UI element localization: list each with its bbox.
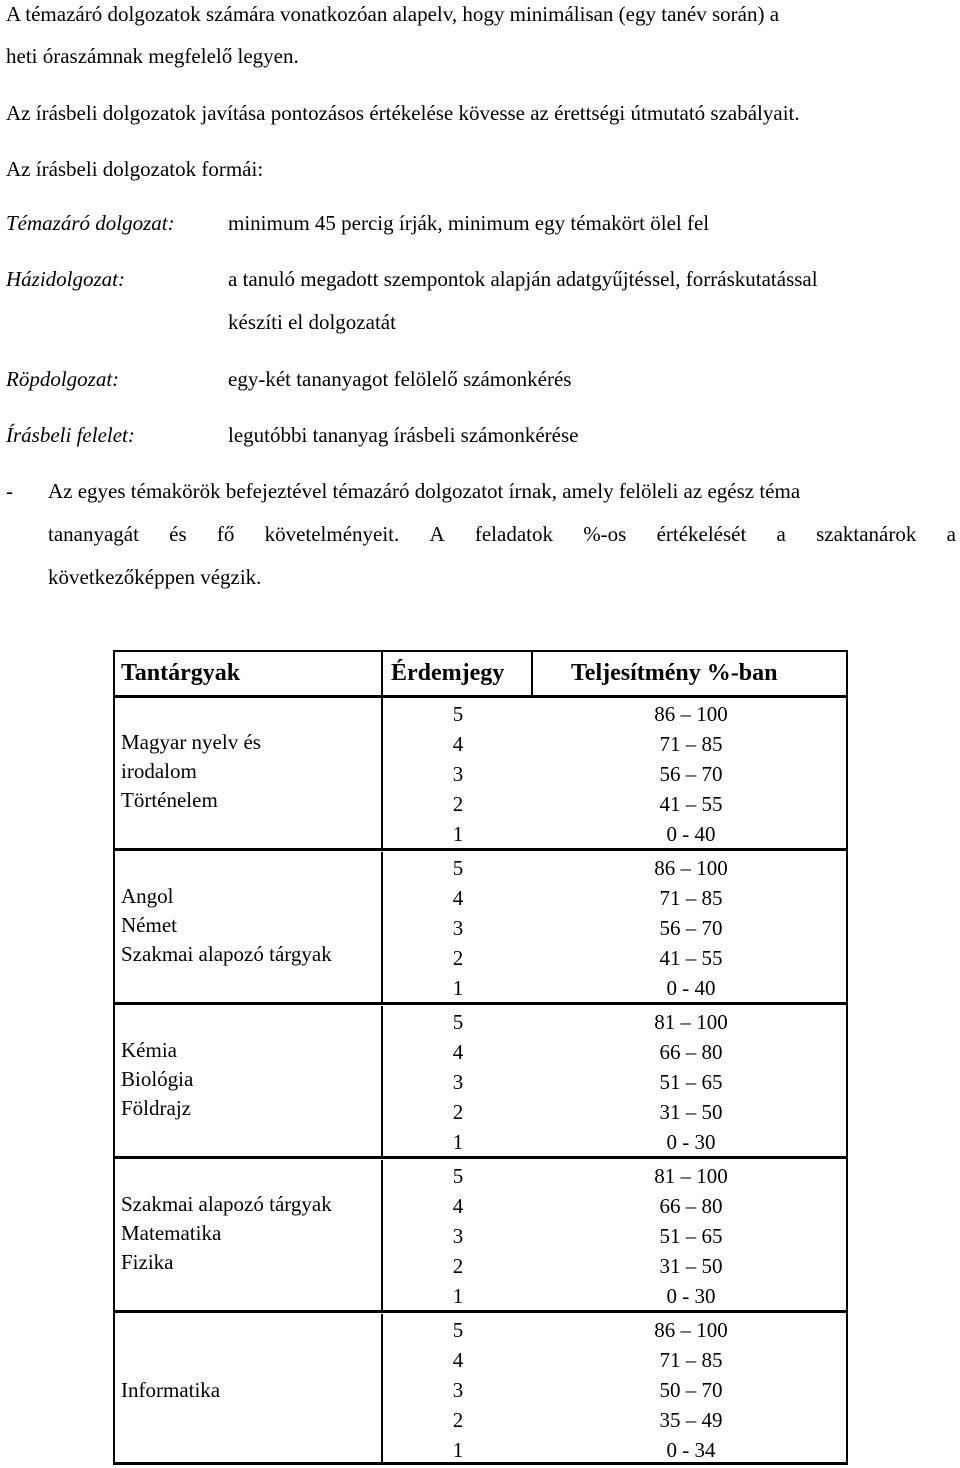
range-cell: 56 – 70: [659, 916, 723, 940]
grade-cell: 1: [452, 976, 464, 1000]
table-row: [113, 1191, 848, 1221]
form-label-hazidolgozat: Házidolgozat:: [6, 267, 126, 291]
table-row: [113, 1435, 848, 1465]
range-cell: 51 – 65: [659, 1070, 723, 1094]
bullet-dash: -: [6, 479, 13, 503]
subject-label: Magyar nyelv és: [121, 730, 261, 754]
bullet-line-2-word: %-os: [583, 522, 627, 546]
subject-label: Német: [121, 913, 177, 937]
table-row: [113, 943, 848, 973]
form-desc-hazidolgozat-1: a tanuló megadott szempontok alapján adatgyűjtéssel, forráskutatással: [228, 267, 818, 291]
intro-line-3: Az írásbeli dolgozatok javítása pontozásos értékelése kövesse az érettségi útmutató szabályait.: [6, 101, 800, 125]
table-row: [113, 1067, 848, 1097]
bullet-line-2-word: követelményeit.: [264, 522, 400, 546]
header-grade: Érdemjegy: [391, 660, 505, 686]
bullet-line-2: [48, 521, 956, 547]
grade-cell: 4: [452, 732, 464, 756]
table-row: [113, 789, 848, 819]
range-cell: 66 – 80: [659, 1194, 723, 1218]
table-row: [113, 1127, 848, 1157]
grade-cell: 5: [452, 1010, 464, 1034]
bullet-line-2-word: szaktanárok: [816, 522, 917, 546]
range-cell: 0 - 40: [666, 822, 716, 846]
grade-cell: 3: [452, 1224, 464, 1248]
grade-cell: 5: [452, 702, 464, 726]
form-desc-irasbeli-felelet: legutóbbi tananyag írásbeli számonkérése: [228, 423, 579, 447]
table-row: [113, 1221, 848, 1251]
grade-cell: 4: [452, 1348, 464, 1372]
subject-label: Történelem: [121, 788, 218, 812]
table-row: [113, 1375, 848, 1405]
subject-label: irodalom: [121, 759, 197, 783]
intro-line-4: Az írásbeli dolgozatok formái:: [6, 157, 264, 181]
form-label-irasbeli-felelet: Írásbeli felelet:: [6, 423, 135, 447]
grade-cell: 3: [452, 762, 464, 786]
range-cell: 71 – 85: [659, 886, 723, 910]
form-desc-ropdolgozat: egy-két tananyagot felölelő számonkérés: [228, 367, 572, 391]
grade-cell: 1: [452, 822, 464, 846]
grade-cell: 2: [452, 1408, 464, 1432]
grade-cell: 3: [452, 1378, 464, 1402]
subject-label: Szakmai alapozó tárgyak: [121, 942, 332, 966]
subject-label: Fizika: [121, 1250, 174, 1274]
bullet-line-2-word: feladatok: [474, 522, 553, 546]
table-row: [113, 1251, 848, 1281]
bullet-line-2-word: a: [776, 522, 786, 546]
subject-label: Szakmai alapozó tárgyak: [121, 1192, 332, 1216]
bullet-line-2-word: tananyagát: [48, 522, 139, 546]
bullet-line-2-word: fő: [216, 522, 235, 546]
range-cell: 0 - 30: [666, 1130, 716, 1154]
table-row: [113, 973, 848, 1003]
grading-table: [113, 650, 848, 1465]
table-row: [113, 1315, 848, 1345]
grade-cell: 4: [452, 1194, 464, 1218]
form-desc-hazidolgozat-2: készíti el dolgozatát: [228, 310, 396, 334]
range-cell: 0 - 30: [666, 1284, 716, 1308]
grade-cell: 1: [452, 1130, 464, 1154]
grade-cell: 4: [452, 886, 464, 910]
grade-cell: 3: [452, 1070, 464, 1094]
form-label-temazaro: Témazáró dolgozat:: [6, 211, 175, 235]
range-cell: 50 – 70: [659, 1378, 723, 1402]
table-row: [113, 759, 848, 789]
table-header-divider-1: [381, 650, 383, 698]
subject-label: Matematika: [121, 1221, 222, 1245]
range-cell: 86 – 100: [654, 1318, 728, 1342]
grade-cell: 2: [452, 792, 464, 816]
range-cell: 71 – 85: [659, 1348, 723, 1372]
grade-cell: 2: [452, 946, 464, 970]
range-cell: 0 - 34: [666, 1438, 716, 1462]
grade-cell: 5: [452, 1164, 464, 1188]
range-cell: 71 – 85: [659, 732, 723, 756]
table-header-divider-2: [531, 650, 533, 698]
table-row: [113, 1097, 848, 1127]
range-cell: 41 – 55: [659, 946, 723, 970]
subject-label: Informatika: [121, 1378, 221, 1402]
range-cell: 0 - 40: [666, 976, 716, 1000]
range-cell: 41 – 55: [659, 792, 723, 816]
table-row: [113, 1037, 848, 1067]
form-label-ropdolgozat: Röpdolgozat:: [6, 367, 120, 391]
intro-line-1: A témazáró dolgozatok számára vonatkozóan alapelv, hogy minimálisan (egy tanév során) a: [6, 2, 780, 26]
range-cell: 86 – 100: [654, 702, 728, 726]
table-row: [113, 1405, 848, 1435]
range-cell: 35 – 49: [659, 1408, 723, 1432]
bullet-line-2-word: és: [169, 522, 187, 546]
bullet-line-2-word: értékelését: [656, 522, 747, 546]
range-cell: 31 – 50: [659, 1254, 723, 1278]
subject-label: Angol: [121, 884, 174, 908]
range-cell: 81 – 100: [654, 1164, 728, 1188]
subject-label: Biológia: [121, 1067, 194, 1091]
grade-cell: 2: [452, 1254, 464, 1278]
grade-cell: 3: [452, 916, 464, 940]
grade-cell: 4: [452, 1040, 464, 1064]
bullet-line-3: következőképpen végzik.: [48, 565, 262, 589]
table-row: [113, 913, 848, 943]
range-cell: 86 – 100: [654, 856, 728, 880]
range-cell: 56 – 70: [659, 762, 723, 786]
table-row: [113, 853, 848, 883]
range-cell: 81 – 100: [654, 1010, 728, 1034]
grade-cell: 5: [452, 1318, 464, 1342]
bullet-line-2-word: a: [946, 522, 956, 546]
table-row: [113, 729, 848, 759]
grade-cell: 2: [452, 1100, 464, 1124]
table-row: [113, 883, 848, 913]
bullet-line-1: Az egyes témakörök befejeztével témazáró dolgozatot írnak, amely felöleli az egész téma: [48, 479, 801, 503]
header-subjects: Tantárgyak: [121, 660, 241, 686]
table-row: [113, 699, 848, 729]
bullet-line-2-word: A: [429, 522, 445, 546]
intro-line-2: heti óraszámnak megfelelő legyen.: [6, 44, 299, 68]
table-row: [113, 1007, 848, 1037]
grade-cell: 1: [452, 1284, 464, 1308]
subject-label: Kémia: [121, 1038, 177, 1062]
grade-cell: 5: [452, 856, 464, 880]
range-cell: 31 – 50: [659, 1100, 723, 1124]
table-row: [113, 1161, 848, 1191]
table-row: [113, 1345, 848, 1375]
table-row: [113, 1281, 848, 1311]
header-performance: Teljesítmény %-ban: [571, 660, 778, 686]
subject-label: Földrajz: [121, 1096, 191, 1120]
range-cell: 66 – 80: [659, 1040, 723, 1064]
table-row: [113, 819, 848, 849]
range-cell: 51 – 65: [659, 1224, 723, 1248]
grade-cell: 1: [452, 1438, 464, 1462]
form-desc-temazaro: minimum 45 percig írják, minimum egy témakört ölel fel: [228, 211, 710, 235]
